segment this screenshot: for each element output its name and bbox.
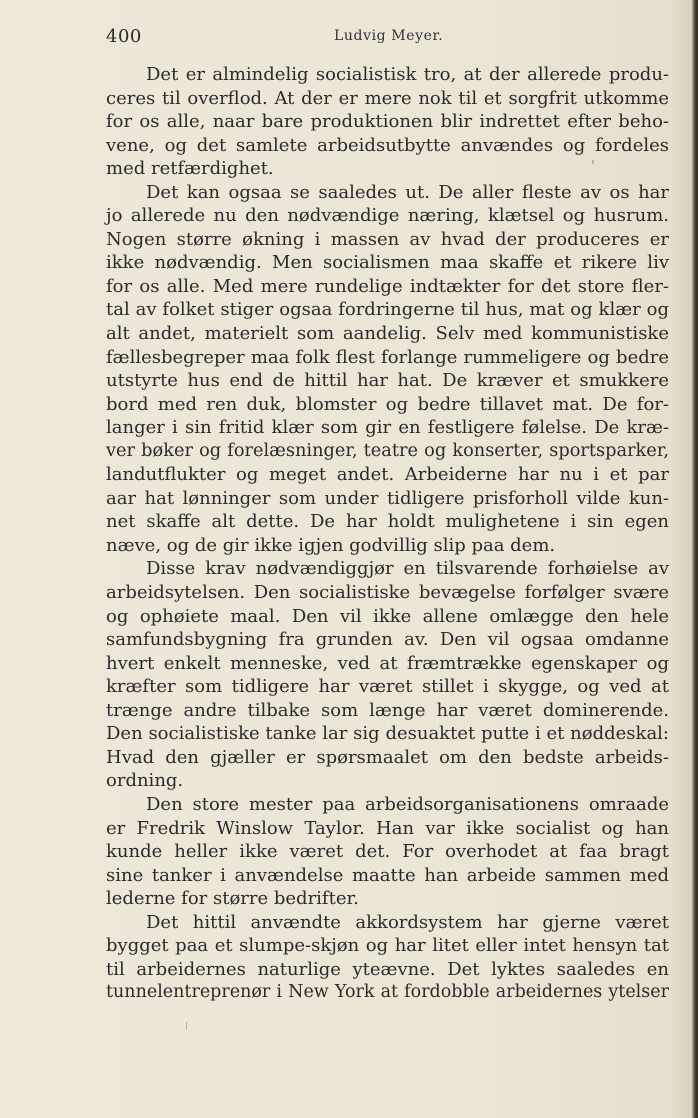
paper-speck <box>592 160 594 164</box>
page-edge-shadow <box>692 0 698 1118</box>
text-line: tal av folket stiger ogsaa fordringerne til hus, mat og klær og <box>106 299 669 321</box>
text-line: Det kan ogsaa se saaledes ut. De aller fleste av os har <box>146 181 669 203</box>
text-line: kræfter som tidligere har været stillet i skygge, og ved at <box>106 676 669 698</box>
text-line: for os alle, naar bare produktionen blir indrettet efter beho- <box>106 111 669 133</box>
text-line: med retfærdighet. <box>106 158 274 180</box>
text-line: Det hittil anvændte akkordsystem har gjerne været <box>146 911 669 933</box>
page-number: 400 <box>106 26 142 47</box>
text-line: bygget paa et slumpe-skjøn og har litet eller intet hensyn tat <box>106 935 669 957</box>
text-line: kunde heller ikke været det. For overhodet at faa bragt <box>106 841 669 863</box>
text-line: sine tanker i anvændelse maatte han arbeide sammen med <box>106 864 669 886</box>
text-line: Hvad den gjæller er spørsmaalet om den bedste arbeids- <box>106 746 669 768</box>
text-line: fællesbegreper maa folk flest forlange rummeligere og bedre <box>106 346 669 368</box>
text-line: alt andet, materielt som aandelig. Selv med kommunistiske <box>106 323 669 345</box>
text-line: bord med ren duk, blomster og bedre tillavet mat. De for- <box>106 393 669 415</box>
text-line: er Fredrik Winslow Taylor. Han var ikke socialist og han <box>106 817 669 839</box>
text-line: Disse krav nødvændiggjør en tilsvarende forhøielse av <box>146 558 669 580</box>
text-line: tunnelentreprenør i New York at fordobble arbeidernes ytelser <box>106 982 669 1003</box>
page-header <box>106 26 668 50</box>
text-line: ordning. <box>106 770 184 792</box>
text-line: ver bøker og forelæsninger, teatre og konserter, sportsparker, <box>106 440 669 461</box>
text-line: net skaffe alt dette. De har holdt mulighetene i sin egen <box>106 511 669 533</box>
text-line: Den socialistiske tanke lar sig desuaktet putte i et nøddeskal: <box>106 723 669 745</box>
text-line: utstyrte hus end de hittil har hat. De kræver et smukkere <box>106 370 669 392</box>
text-line: for os alle. Med mere rundelige indtækter for det store fler- <box>106 275 669 297</box>
text-line: ceres til overflod. At der er mere nok til et sorgfrit utkomme <box>106 87 669 109</box>
text-line: Nogen større økning i massen av hvad der produceres er <box>106 228 669 250</box>
text-line: samfundsbygning fra grunden av. Den vil ogsaa omdanne <box>106 629 669 651</box>
text-line: arbeidsytelsen. Den socialistiske bevægelse forfølger svære <box>106 582 669 604</box>
text-line: aar hat lønninger som under tidligere prisforholl vilde kun- <box>106 487 669 509</box>
text-line: næve, og de gir ikke igjen godvillig slip paa dem. <box>106 534 556 556</box>
body-text <box>106 63 669 1005</box>
text-line: Det er almindelig socialistisk tro, at der allerede produ- <box>146 64 669 85</box>
running-head: Ludvig Meyer. <box>334 28 444 44</box>
text-line: og ophøiete maal. Den vil ikke allene omlægge den hele <box>106 605 669 627</box>
text-line: trænge andre tilbake som længe har været dominerende. <box>106 699 669 721</box>
text-line: jo allerede nu den nødvændige næring, klætsel og husrum. <box>106 205 669 227</box>
paper-speck <box>186 1022 187 1030</box>
text-line: hvert enkelt menneske, ved at fræmtrække egenskaper og <box>106 652 669 674</box>
text-line: langer i sin fritid klær som gir en festligere følelse. De kræ- <box>106 417 669 439</box>
text-line: vene, og det samlete arbeidsutbytte anvændes og fordeles <box>106 134 669 156</box>
text-line: lederne for større bedrifter. <box>106 888 359 910</box>
text-line: ikke nødvændig. Men socialismen maa skaffe et rikere liv <box>106 252 669 274</box>
text-line: landutflukter og meget andet. Arbeiderne har nu i et par <box>106 464 669 486</box>
text-line: til arbeidernes naturlige yteævne. Det lyktes saaledes en <box>106 958 669 980</box>
text-line: Den store mester paa arbeidsorganisationens omraade <box>146 793 669 815</box>
